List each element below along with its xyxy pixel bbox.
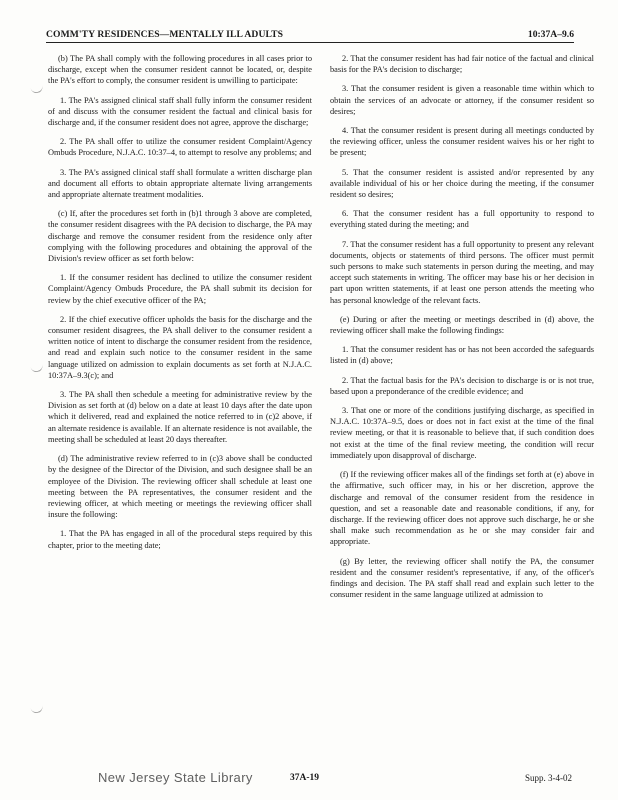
paragraph-d1: 1. That the PA has engaged in all of the procedural steps required by this chapter, prior to the meeting date; (48, 529, 312, 550)
supplement-date: Supp. 3-4-02 (525, 773, 572, 783)
paragraph-d6: 6. That the consumer resident has a full opportunity to respond to everything stated during the meeting; and (330, 209, 594, 230)
paragraph-b: (b) The PA shall comply with the following procedures in all cases prior to discharge, except when the consumer resident cannot be located, or, despite the PA's effort to comply, the consumer resident is unwilling to participate: (48, 54, 312, 86)
paragraph-b1: 1. The PA's assigned clinical staff shall fully inform the consumer resident of and discuss with the consumer resident the factual and clinical basis for discharge and, if the consumer resident does not agree, approve the discharge; (48, 95, 312, 128)
paragraph-g: (g) By letter, the reviewing officer shall notify the PA, the consumer resident and the consumer resident's representative, if any, of the officer's findings and decision. The PA staff shall read and explain such letter to the consumer resident in the same language utilized at admission to (330, 556, 594, 600)
left-column (48, 53, 312, 753)
scan-margin-mark (30, 364, 43, 373)
scan-margin-mark (30, 705, 43, 714)
paragraph-c: (c) If, after the procedures set forth in (b)1 through 3 above are completed, the consumer resident disagrees with the PA decision to discharge, the PA may discharge and remove the consumer resident from the residence only after complying with the following procedures and obtaining the approval of the Division's review officer as set forth below: (48, 209, 312, 264)
header-rule (46, 42, 574, 43)
paragraph-d4: 4. That the consumer resident is present during all meetings conducted by the reviewing officer, unless the consumer resident waives his or her right to be present; (330, 126, 594, 158)
running-header-title: COMM'TY RESIDENCES—MENTALLY ILL ADULTS (46, 29, 284, 40)
paragraph-e3: 3. That one or more of the conditions justifying discharge, as specified in N.J.A.C. 10:37A–9.5, does or does not in fact exist at the time of the final review meeting, or that it is reasonable to believe that, if such condition does not exist at the time of the final review meeting, the condition will recur immediately upon disapproval of discharge. (330, 406, 594, 460)
scan-margin-mark (30, 85, 43, 94)
paragraph-f: (f) If the reviewing officer makes all of the findings set forth at (e) above in the affirmative, such officer may, in his or her discretion, approve the discharge and removal of the consumer resident from the residence in question, and set a reasonable date and reasonable conditions, if any, for discharge. If the reviewing officer does not approve such discharge, he or she shall make such recommendation as he or she may consider fair and appropriate. (330, 470, 594, 547)
paragraph-d: (d) The administrative review referred to in (c)3 above shall be conducted by the designee of the Director of the Division, and such designee shall be an employee of the Division. The reviewing officer shall schedule at least one meeting between the PA representatives, the consumer resident and the reviewing officer, at which meeting or meetings the reviewing officer shall insure the following: (48, 454, 312, 520)
paragraph-d7: 7. That the consumer resident has a full opportunity to present any relevant documents, objects or statements of third persons. The officer must permit such persons to make such statements in person during the meeting, and may accept such statements in writing. The officer may base his or her decision in part upon written statements, if at least one person attends the meeting who has personal knowledge of the relevant facts. (330, 239, 594, 305)
library-stamp: New Jersey State Library (98, 770, 253, 785)
paragraph-b2: 2. The PA shall offer to utilize the consumer resident Complaint/Agency Ombuds Procedure, N.J.A.C. 10:37–4, to attempt to resolve any problems; and (48, 137, 312, 158)
paragraph-c1: 1. If the consumer resident has declined to utilize the consumer resident Complaint/Agency Ombuds Procedure, the PA shall submit its decision for review by the chief executive officer of the PA; (48, 273, 312, 305)
paragraph-c2: 2. If the chief executive officer upholds the basis for the discharge and the consumer resident disagrees, the PA shall deliver to the consumer resident a written notice of intent to discharge the consumer resident from the residence, and read and explain such notice to the consumer resident in the same language utilized on admission to explain documents as set forth at N.J.A.C. 10:37A–9.3(c); and (48, 314, 312, 380)
running-header-section: 10:37A–9.6 (527, 29, 574, 40)
paragraph-d3: 3. That the consumer resident is given a reasonable time within which to obtain the services of an advocate or attorney, if the consumer resident so desires; (330, 84, 594, 116)
right-column (330, 53, 594, 753)
page-number: 37A-19 (290, 773, 320, 783)
paragraph-e2: 2. That the factual basis for the PA's decision to discharge is or is not true, based upon a preponderance of the credible evidence; and (330, 375, 594, 396)
paragraph-d5: 5. That the consumer resident is assisted and/or represented by any available individual of his or her choice during the meeting, if the consumer resident so desires; (330, 167, 594, 200)
paragraph-b3: 3. The PA's assigned clinical staff shall formulate a written discharge plan and document all efforts to obtain appropriate alternate living arrangements and appropriate alternate treatment modalities. (48, 167, 312, 200)
paragraph-e1: 1. That the consumer resident has or has not been accorded the safeguards listed in (d) above; (330, 345, 594, 366)
paragraph-c3: 3. The PA shall then schedule a meeting for administrative review by the Division as set forth at (d) below on a date at least 10 days after the date upon which it delivered, read and explained the notice referred to in (c)2 above, if an alternate residence is available. If an alternate residence is not available, the meeting shall be scheduled at least 20 days thereafter. (48, 390, 312, 444)
paragraph-e: (e) During or after the meeting or meetings described in (d) above, the reviewing officer shall make the following findings: (330, 314, 594, 336)
paragraph-d2: 2. That the consumer resident has had fair notice of the factual and clinical basis for the PA's decision to discharge; (330, 54, 594, 75)
